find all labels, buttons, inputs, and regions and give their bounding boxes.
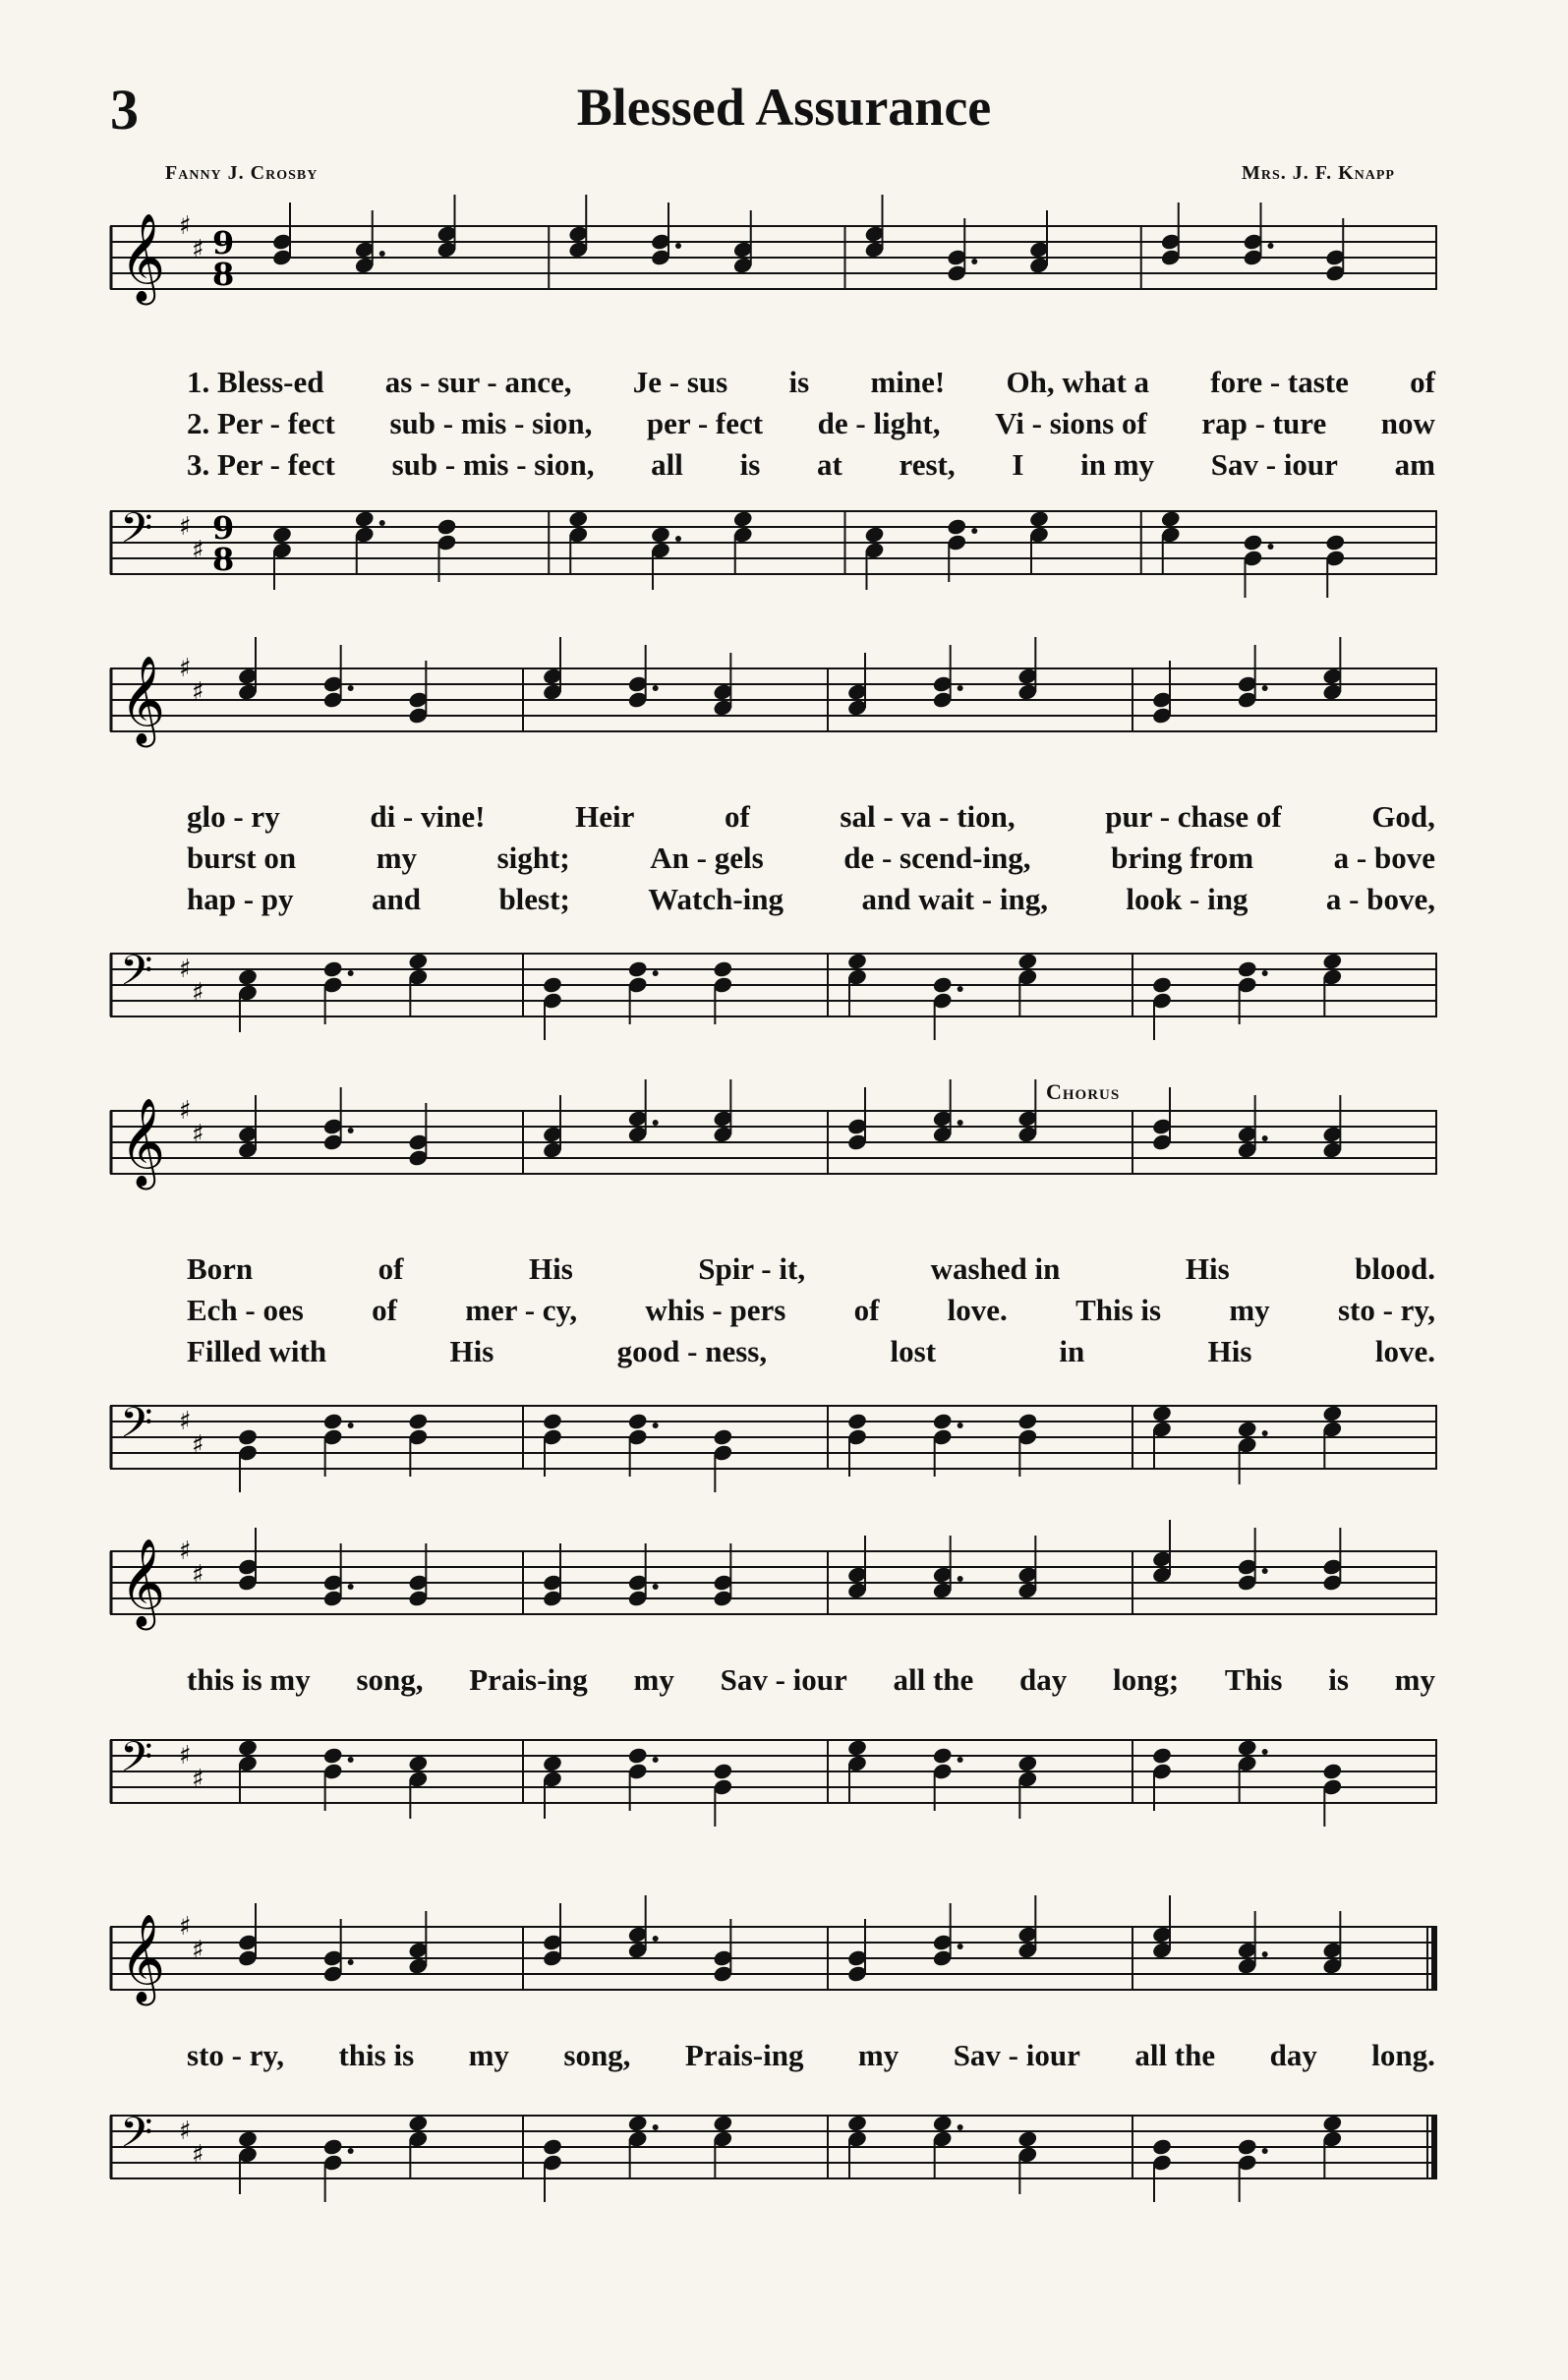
notehead: [627, 2114, 649, 2132]
dot: [653, 2124, 659, 2130]
lyric-word: di - vine!: [370, 799, 486, 834]
bass-clef-icon: 𝄢: [120, 1733, 153, 1792]
lyric-word: His: [528, 1251, 573, 1286]
lyric-line: [187, 1331, 1435, 1372]
lyric-word: as - sur - ance,: [384, 365, 572, 399]
notehead: [322, 2137, 344, 2156]
dot: [348, 1757, 354, 1763]
lyric-word: This: [1224, 1662, 1283, 1697]
lyric-word: all: [651, 447, 683, 482]
dot: [653, 970, 659, 976]
treble-staff: [110, 1912, 1437, 2003]
sharp-icon: ♯: [179, 1407, 192, 1436]
lyric-word: at: [816, 447, 842, 482]
lyric-word: bring from: [1111, 841, 1254, 875]
sharp-icon: ♯: [192, 1560, 204, 1590]
lyric-word: look - ing: [1126, 882, 1249, 916]
lyric-line: [187, 838, 1435, 879]
notehead: [237, 1427, 259, 1446]
dot: [348, 1128, 354, 1133]
lyric-word: His: [1185, 1251, 1230, 1286]
lyric-word: sal - va - tion,: [840, 799, 1016, 834]
notehead: [732, 509, 754, 528]
lyric-word: my: [376, 841, 418, 875]
notehead: [1016, 1754, 1038, 1772]
lyric-line: [187, 444, 1435, 486]
lyric-word: good - ness,: [616, 1334, 768, 1368]
dot: [379, 251, 385, 257]
lyric-word: day: [1019, 1662, 1068, 1697]
lyric-word: I: [1012, 447, 1024, 482]
notehead: [237, 1738, 259, 1757]
lyric-word: blood.: [1355, 1251, 1435, 1286]
notehead: [322, 1746, 344, 1765]
lyric-word: Filled with: [187, 1334, 327, 1368]
dot: [1262, 1135, 1268, 1141]
lyric-word: rap - ture: [1201, 406, 1327, 440]
notehead: [542, 1754, 563, 1772]
notehead: [237, 2129, 259, 2148]
sharp-icon: ♯: [192, 1120, 204, 1149]
bass-clef-icon: 𝄢: [120, 1399, 153, 1458]
lyric-word: rest,: [899, 447, 956, 482]
dot: [958, 1757, 963, 1763]
lyric-word: sub - mis - sion,: [389, 406, 593, 440]
lyric-word: my: [1229, 1293, 1270, 1327]
notehead: [1151, 1746, 1173, 1765]
notehead: [846, 1412, 868, 1430]
lyric-word: my: [857, 2038, 900, 2072]
dot: [958, 1576, 963, 1582]
notehead: [1016, 952, 1038, 970]
dot: [1262, 1568, 1268, 1574]
lyric-line: [187, 2035, 1435, 2076]
sharp-icon: ♯: [192, 1936, 204, 1965]
lyrics-block: [187, 362, 1435, 486]
lyric-word: my: [633, 1662, 674, 1697]
lyric-word: God,: [1371, 799, 1435, 834]
sharp-icon: ♯: [179, 1912, 192, 1942]
time-signature-bottom: 8: [212, 256, 235, 293]
notehead: [1321, 2114, 1343, 2132]
lyric-word: of: [853, 1293, 880, 1327]
dot: [971, 528, 977, 534]
dot: [653, 1757, 659, 1763]
notehead: [407, 1754, 429, 1772]
lyric-word: glo - ry: [187, 799, 280, 834]
time-signature-top: 9: [212, 509, 235, 547]
lyric-line: [187, 403, 1435, 444]
treble-clef-icon: 𝄞: [120, 1538, 166, 1627]
dot: [1262, 1951, 1268, 1957]
notehead: [846, 952, 868, 970]
sharp-icon: ♯: [179, 955, 192, 984]
lyric-word: love.: [947, 1293, 1008, 1327]
lyric-word: Watch-ing: [648, 882, 784, 916]
lyric-word: all the: [893, 1662, 974, 1697]
treble-clef-icon: 𝄞: [120, 656, 166, 744]
dot: [348, 1422, 354, 1428]
sharp-icon: ♯: [179, 654, 192, 683]
sharp-icon: ♯: [192, 2140, 204, 2170]
notehead: [650, 525, 671, 544]
sharp-icon: ♯: [192, 536, 204, 565]
dot: [971, 259, 977, 264]
lyric-word: Sav - iour: [720, 1662, 847, 1697]
notehead: [542, 2137, 563, 2156]
lyric-word: His: [449, 1334, 494, 1368]
notehead: [712, 2114, 733, 2132]
notehead: [846, 2114, 868, 2132]
lyric-word: 1. Bless-ed: [187, 365, 324, 399]
notehead: [542, 975, 563, 994]
bass-staff: [110, 1733, 1437, 1803]
notehead: [932, 2114, 954, 2132]
dot: [1262, 1430, 1268, 1436]
notehead: [932, 975, 954, 994]
lyric-word: all the: [1134, 2038, 1216, 2072]
dot: [1268, 544, 1274, 550]
notehead: [237, 967, 259, 986]
notehead: [864, 525, 886, 544]
lyric-word: in: [1059, 1334, 1085, 1368]
notehead: [1321, 1404, 1343, 1422]
lyric-word: my: [1394, 1662, 1435, 1697]
bass-clef-icon: 𝄢: [120, 2109, 153, 2168]
notehead: [627, 1412, 649, 1430]
dot: [1268, 243, 1274, 249]
notehead: [846, 1738, 868, 1757]
hymn-title: Blessed Assurance: [576, 78, 992, 137]
lyric-word: of: [724, 799, 750, 834]
bass-staff: [110, 947, 1437, 1016]
sharp-icon: ♯: [192, 677, 204, 707]
treble-clef-icon: 𝄞: [120, 213, 166, 302]
lyric-word: of: [1410, 365, 1435, 399]
lyric-word: now: [1380, 406, 1435, 440]
bass-staff: [110, 504, 1437, 578]
sharp-icon: ♯: [179, 2117, 192, 2146]
lyric-word: in my: [1080, 447, 1155, 482]
bass-clef-icon: 𝄢: [120, 504, 153, 563]
dot: [379, 520, 385, 526]
dot: [653, 1584, 659, 1590]
dot: [675, 243, 681, 249]
lyricist-credit: Fanny J. Crosby: [165, 162, 319, 184]
lyrics-block: [187, 1248, 1435, 1372]
dot: [653, 1120, 659, 1126]
lyric-word: lost: [890, 1334, 937, 1368]
notehead: [1237, 959, 1258, 978]
dot: [348, 970, 354, 976]
notehead: [271, 525, 293, 544]
notehead: [1324, 533, 1346, 551]
lyric-word: washed in: [930, 1251, 1061, 1286]
notehead: [436, 517, 458, 536]
dot: [348, 1584, 354, 1590]
lyric-word: de - scend-ing,: [843, 841, 1031, 875]
bass-staff: [110, 1399, 1437, 1469]
notehead: [322, 1412, 344, 1430]
lyric-word: Vi - sions of: [995, 406, 1147, 440]
lyric-word: Sav - iour: [953, 2038, 1080, 2072]
sharp-icon: ♯: [192, 1765, 204, 1794]
lyrics-block: [187, 2035, 1435, 2076]
notehead: [542, 1412, 563, 1430]
dot: [348, 1959, 354, 1965]
lyric-word: and wait - ing,: [861, 882, 1048, 916]
lyric-word: sub - mis - sion,: [391, 447, 595, 482]
treble-staff: [110, 654, 1437, 744]
bass-clef-icon: 𝄢: [120, 947, 153, 1006]
treble-staff: [110, 1096, 1437, 1187]
dot: [1262, 2148, 1268, 2154]
lyric-word: a - bove: [1333, 841, 1435, 875]
treble-staff: [110, 1537, 1437, 1627]
lyric-word: of: [377, 1251, 404, 1286]
lyric-word: of: [372, 1293, 397, 1327]
notehead: [567, 509, 589, 528]
notehead: [932, 1412, 954, 1430]
notehead: [354, 509, 376, 528]
lyric-word: my: [468, 2038, 509, 2072]
lyric-line: [187, 1248, 1435, 1290]
notehead: [1321, 1762, 1343, 1780]
page-number: 3: [110, 78, 139, 142]
dot: [348, 685, 354, 691]
notehead: [627, 1746, 649, 1765]
lyric-line: [187, 796, 1435, 838]
lyrics-block: [187, 1659, 1435, 1701]
notehead: [1237, 1738, 1258, 1757]
lyric-word: This is: [1075, 1293, 1162, 1327]
notehead: [946, 517, 967, 536]
notehead: [712, 1427, 733, 1446]
notehead: [1160, 509, 1182, 528]
lyric-word: day: [1269, 2038, 1317, 2072]
lyric-word: Ech - oes: [187, 1293, 304, 1327]
sharp-icon: ♯: [179, 1741, 192, 1770]
lyric-word: this is my: [187, 1662, 311, 1697]
lyric-word: whis - pers: [645, 1293, 786, 1327]
lyric-word: Prais-ing: [469, 1662, 588, 1697]
dot: [1262, 685, 1268, 691]
lyric-word: sight;: [496, 841, 570, 875]
lyric-word: hap - py: [187, 882, 294, 916]
treble-staff: [110, 211, 1437, 302]
notehead: [1016, 2129, 1038, 2148]
notehead: [1028, 509, 1050, 528]
lyrics-block: [187, 796, 1435, 920]
notehead: [712, 959, 733, 978]
lyric-word: per - fect: [646, 406, 764, 440]
lyric-word: Spir - it,: [698, 1251, 806, 1286]
dot: [958, 1422, 963, 1428]
notehead: [407, 952, 429, 970]
lyric-word: An - gels: [650, 841, 764, 875]
lyric-word: His: [1207, 1334, 1252, 1368]
notehead: [627, 959, 649, 978]
lyric-word: fore - taste: [1210, 365, 1349, 399]
lyric-word: is: [1328, 1662, 1349, 1697]
treble-clef-icon: 𝄞: [120, 1914, 166, 2003]
notehead: [1321, 952, 1343, 970]
time-signature-top: 9: [212, 224, 235, 261]
lyric-word: pur - chase of: [1105, 799, 1282, 834]
lyric-line: [187, 879, 1435, 920]
sharp-icon: ♯: [192, 978, 204, 1008]
notehead: [1237, 2137, 1258, 2156]
lyric-word: long.: [1371, 2038, 1435, 2072]
lyric-word: this is: [338, 2038, 415, 2072]
lyric-word: a - bove,: [1325, 882, 1435, 916]
notehead: [712, 1762, 733, 1780]
lyric-word: burst on: [187, 841, 297, 875]
lyric-word: 3. Per - fect: [187, 447, 335, 482]
lyric-word: de - light,: [817, 406, 941, 440]
lyric-word: love.: [1374, 1334, 1435, 1368]
lyric-word: is: [739, 447, 761, 482]
bass-staff: [110, 2109, 1437, 2178]
lyric-word: am: [1394, 447, 1435, 482]
notehead: [1243, 533, 1264, 551]
lyric-word: song,: [356, 1662, 424, 1697]
sharp-icon: ♯: [179, 1096, 192, 1126]
dot: [348, 2148, 354, 2154]
dot: [653, 1936, 659, 1942]
treble-clef-icon: 𝄞: [120, 1098, 166, 1187]
lyric-word: Prais-ing: [684, 2038, 804, 2072]
lyric-word: Je - sus: [632, 365, 728, 399]
notehead: [932, 1746, 954, 1765]
notehead: [407, 2114, 429, 2132]
dot: [653, 685, 659, 691]
notehead: [322, 959, 344, 978]
lyric-word: Born: [187, 1251, 254, 1286]
notehead: [1151, 2137, 1173, 2156]
sharp-icon: ♯: [179, 1537, 192, 1566]
lyric-word: long;: [1112, 1662, 1180, 1697]
lyric-word: sto - ry,: [187, 2038, 285, 2072]
notehead: [1016, 1412, 1038, 1430]
sharp-icon: ♯: [179, 512, 192, 542]
dot: [958, 2124, 963, 2130]
lyric-word: Heir: [575, 799, 635, 834]
dot: [653, 1422, 659, 1428]
composer-credit: Mrs. J. F. Knapp: [1241, 162, 1395, 184]
dot: [1262, 1749, 1268, 1755]
notehead: [1151, 1404, 1173, 1422]
lyric-word: sto - ry,: [1337, 1293, 1435, 1327]
dot: [1262, 970, 1268, 976]
sharp-icon: ♯: [192, 235, 204, 264]
lyric-line: [187, 1659, 1435, 1701]
time-signature-bottom: 8: [212, 541, 235, 578]
dot: [958, 685, 963, 691]
chorus-label: Chorus: [1046, 1079, 1121, 1104]
lyric-word: song,: [563, 2038, 631, 2072]
lyric-word: Sav - iour: [1210, 447, 1338, 482]
notehead: [1237, 1420, 1258, 1438]
notehead: [407, 1412, 429, 1430]
lyric-word: 2. Per - fect: [187, 406, 335, 440]
sharp-icon: ♯: [179, 211, 192, 241]
lyric-line: [187, 1290, 1435, 1331]
lyric-word: is: [788, 365, 810, 399]
dot: [958, 1944, 963, 1949]
lyric-word: blest;: [498, 882, 570, 916]
dot: [958, 986, 963, 992]
lyric-word: mer - cy,: [465, 1293, 578, 1327]
notehead: [1151, 975, 1173, 994]
sharp-icon: ♯: [192, 1430, 204, 1460]
lyric-word: Oh, what a: [1006, 365, 1150, 399]
dot: [675, 536, 681, 542]
lyric-word: and: [372, 882, 421, 916]
dot: [958, 1120, 963, 1126]
lyric-word: mine!: [870, 365, 946, 399]
lyric-line: [187, 362, 1435, 403]
